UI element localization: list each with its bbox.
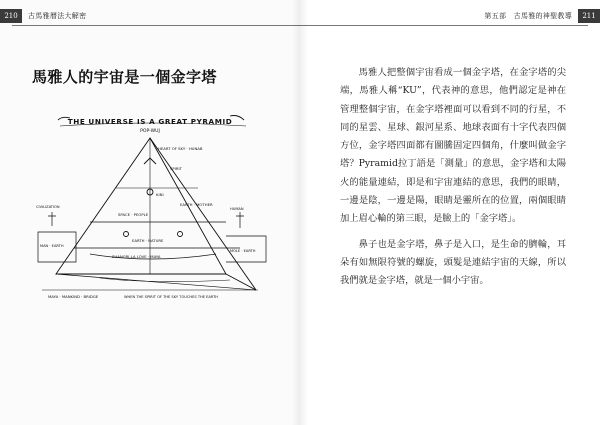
pyramid-sketch [30, 112, 270, 308]
label-kini: KINI [156, 192, 164, 197]
diagram-title: THE UNIVERSE IS A GREAT PYRAMID [67, 117, 233, 126]
label-spirit-touches-earth: WHEN THE SPIRIT OF THE SKY TOUCHES THE EARTH [124, 295, 218, 299]
paragraph-1: 馬雅人把整個宇宙看成一個金字塔，在金字塔的尖端，馬雅人稱“KU”，代表神的意思，他們認定是神在管理整個宇宙，在金字塔裡面可以看到不同的行星，不同的星雲、星球、銀河星系、地球表面有十字代表四個方位，金字塔四面都有圖騰固定四個角，什麼叫做金字塔？Pyramid拉丁語是「測量」的意思，金字塔和太陽火的能量連結，即是和宇宙連結的意思，我們的眼睛，一邊是陰，一邊是陽，眼睛是靈所在的位置，兩個眼睛加上眉心輪的第三眼，是臉上的「金字塔」。 [340, 67, 566, 225]
figure-left [48, 212, 56, 226]
label-space-people: SPACE · PEOPLE [118, 212, 149, 217]
label-shangri-la: SHANGRI-LA LOVE · MAYA [112, 254, 161, 259]
left-book-title: 古馬雅曆法大解密 [28, 12, 87, 20]
label-human: HUMAN [230, 207, 244, 211]
label-man-earth: MAN · EARTH [40, 244, 64, 248]
right-header-rule [300, 25, 588, 26]
diagram-subtitle: POP-WUJ [140, 129, 160, 134]
pyramid-base-edge [226, 274, 256, 290]
label-earth-nature: EARTH · NATURE [132, 238, 164, 243]
earth-symbol [124, 232, 129, 237]
moon-symbol [178, 232, 183, 237]
label-mole-earth: MOLE · EARTH [230, 249, 256, 253]
figure-right [236, 212, 244, 228]
label-maya-bridge: MAYA · MANKIND · BRIDGE [48, 294, 99, 299]
label-heart-of-sky: HEART OF SKY · HUNAB [158, 146, 203, 151]
right-page-number: 211 [578, 9, 600, 23]
pyramid-diagram [30, 112, 270, 308]
left-header-rule [12, 25, 300, 26]
left-page-number: 210 [0, 9, 22, 23]
left-running-header [0, 9, 300, 23]
paragraph-2: 鼻子也是金字塔，鼻子是入口，是生命的臍輪，耳朵有如無限符號的螺旋，頭髮是連結宇宙的天線，所以我們就是金字塔，就是一個小宇宙。 [340, 238, 566, 287]
label-civilization: CIVILIZATION [36, 205, 60, 209]
label-earth-mother: EARTH · MOTHER [180, 202, 213, 207]
base-arc [100, 278, 230, 282]
body-text [340, 64, 566, 298]
pyramid-back-base [56, 274, 256, 290]
right-running-header [300, 9, 600, 23]
label-spirit: SPIRIT [170, 166, 182, 171]
section-title: 馬雅人的宇宙是一個金字塔 [32, 68, 217, 86]
book-gutter [292, 0, 308, 425]
right-section-title: 第五部 古馬雅的神聖教導 [484, 12, 572, 20]
